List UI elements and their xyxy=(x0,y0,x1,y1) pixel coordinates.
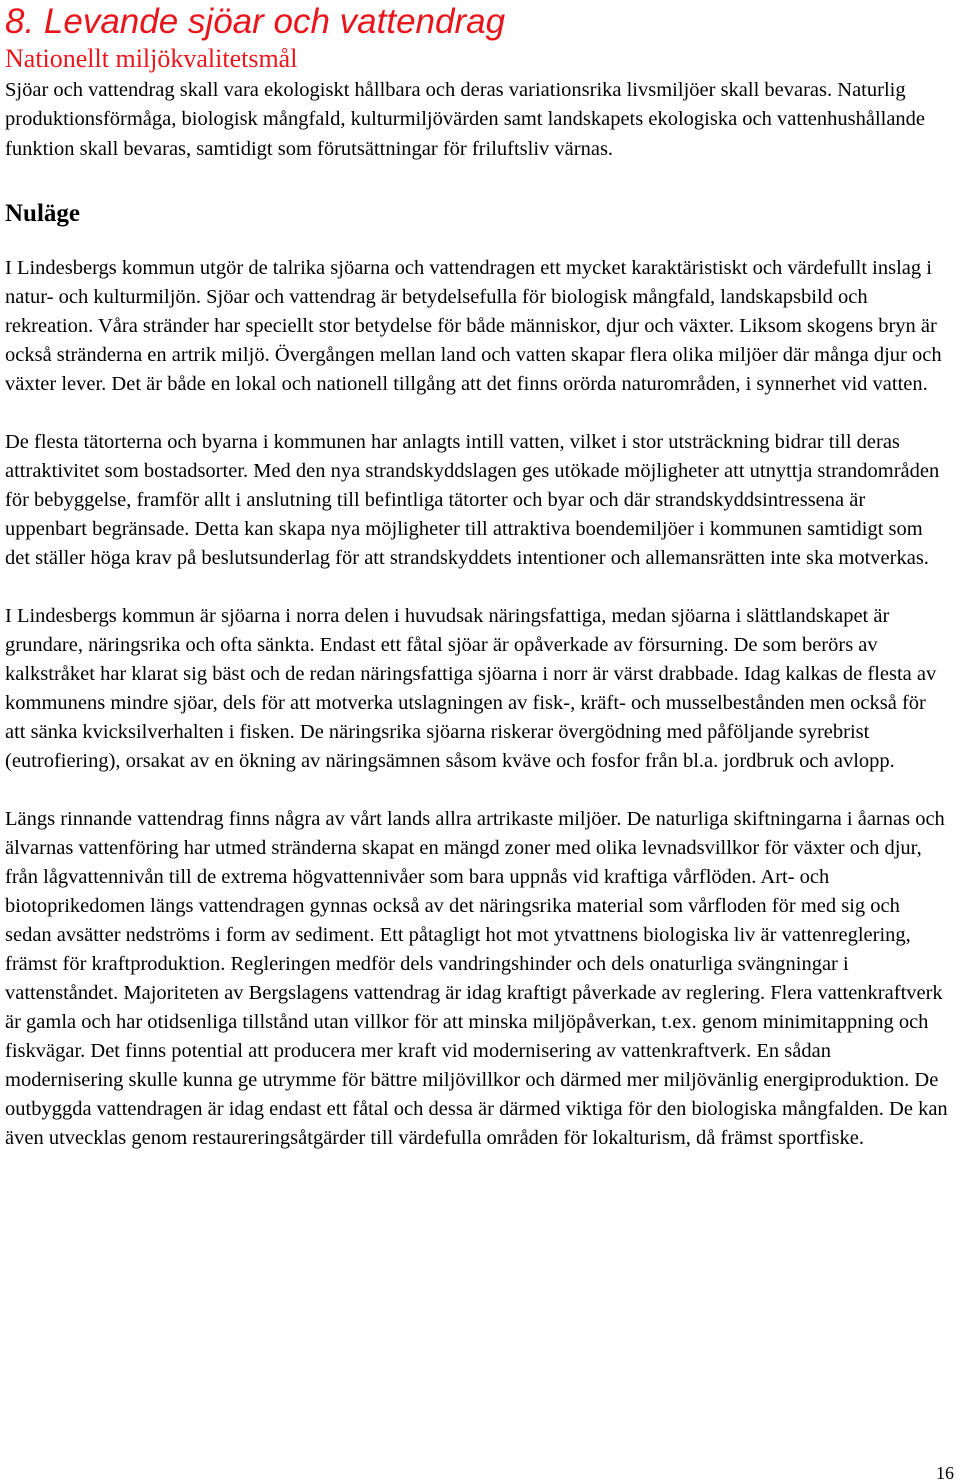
goal-subtitle: Nationellt miljökvalitetsmål xyxy=(5,44,298,73)
paragraph-4: Längs rinnande vattendrag finns några av vårt lands allra artrikaste miljöer. De naturliga skiftningarna i åarnas och älvarnas vattenföring har utmed stränderna skapat en mängd zoner med olika levnadsvillkor för växter och djur, från lågvattennivån till de extrema högvattennivåer som bara uppnås vid kraftiga vårflöden. Art- och biotoprikedomen längs vattendragen gynnas också av det näringsrika material som vårfloden för med sig och sedan avsätter nedströms i form av sediment. Ett påtagligt hot mot ytvattnens biologiska liv är vattenreglering, främst för kraftproduktion. Regleringen medför dels vandringshinder och dels onaturliga svängningar i vattenståndet. Majoriteten av Bergslagens vattendrag är idag kraftigt påverkade av reglering. Flera vattenkraftverk är gamla och har otidsenliga tillstånd utan villkor för att minska miljöpåverkan, t.ex. genom minimitappning och fiskvägar. Det finns potential att producera mer kraft vid modernisering av vattenkraftverk. En sådan modernisering skulle kunna ge utrymme för bättre miljövillkor och därmed mer miljövänlig energiproduktion. De outbyggda vattendragen är idag endast ett fåtal och dessa är därmed viktiga för den biologiska mångfalden. De kan även utvecklas genom restaureringsåtgärder till värdefulla områden för lokalturism, då främst sportfiske. xyxy=(5,808,948,1150)
page-number: 16 xyxy=(936,1463,954,1483)
paragraph-3: I Lindesbergs kommun är sjöarna i norra delen i huvudsak näringsfattiga, medan sjöarna i slättlandskapet är grundare, näringsrika och ofta sänkta. Endast ett fåtal sjöar är opåverkade av försurning. De som berörs av kalkstråket har klarat sig bäst och de redan näringsfattiga sjöarna i norr är värst drabbade. Idag kalkas de flesta av kommunens mindre sjöar, dels för att motverka utslagningen av fisk-, kräft- och musselbestånden men också för att sänka kvicksilverhalten i fisken. De näringsrika sjöarna riskerar övergödning med påföljande syrebrist (eutrofiering), orsakat av en ökning av näringsämnen såsom kväve och fosfor från bl.a. jordbruk och avlopp. xyxy=(5,605,937,773)
chapter-title: 8. Levande sjöar och vattendrag xyxy=(5,2,506,41)
goal-text: Sjöar och vattendrag skall vara ekologiskt hållbara och deras variationsrika livsmiljöer skall bevaras. Naturlig produktionsförmåga, biologisk mångfald, kulturmiljövärden samt landskapets ekologiska och vattenhushållande funktion skall bevaras, samtidigt som förutsättningar för friluftsliv värnas. xyxy=(5,79,926,160)
paragraph-2: De flesta tätorterna och byarna i kommunen har anlagts intill vatten, vilket i stor utsträckning bidrar till deras attraktivitet som bostadsorter. Med den nya strandskyddslagen ges utökade möjligheter att utnyttja strandområden för bebyggelse, framför allt i anslutning till befintliga tätorter och byar och där strandskyddsintressena är uppenbart begränsade. Detta kan skapa nya möjligheter till attraktiva boendemiljöer i kommunen samtidigt som det ställer höga krav på beslutsunderlag för att strandskyddets intentioner och allemansrätten inte ska motverkas. xyxy=(5,431,940,570)
document-page xyxy=(5,0,950,1153)
section-heading-nulage: Nuläge xyxy=(5,200,80,228)
paragraph-1: I Lindesbergs kommun utgör de talrika sjöarna och vattendragen ett mycket karaktäristiskt och värdefullt inslag i natur- och kulturmiljön. Sjöar och vattendrag är betydelsefulla för biologisk mångfald, landskapsbild och rekreation. Våra stränder har speciellt stor betydelse för både människor, djur och växter. Liksom skogens bryn är också stränderna en artrik miljö. Övergången mellan land och vatten skapar flera olika miljöer där många djur och växter lever. Det är både en lokal och nationell tillgång att det finns orörda naturområden, i synnerhet vid vatten. xyxy=(5,257,942,396)
